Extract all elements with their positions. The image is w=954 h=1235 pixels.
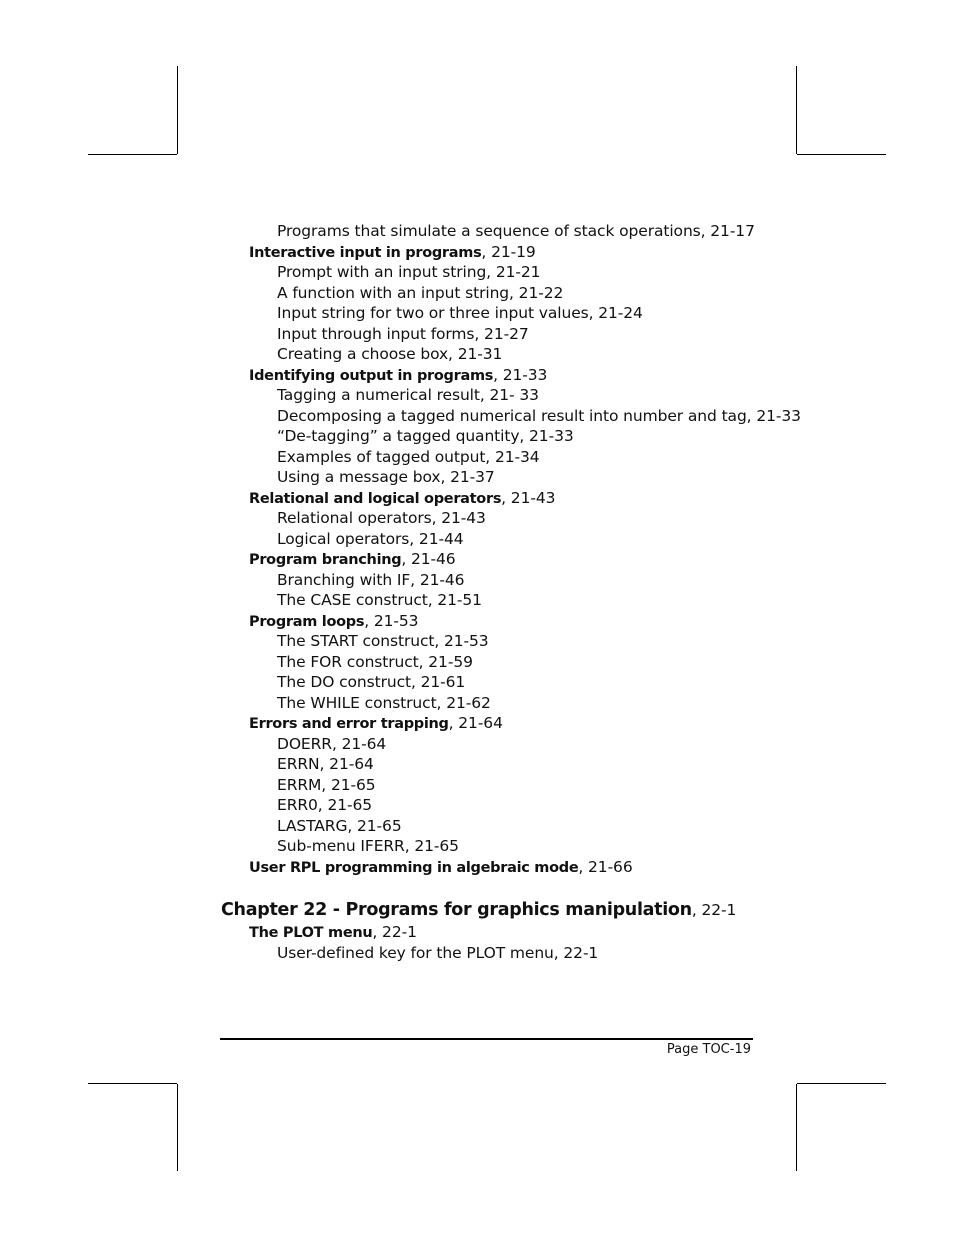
section-title: Identifying output in programs bbox=[249, 367, 494, 384]
section-title: Relational and logical operators bbox=[249, 490, 502, 507]
toc-subsection-entry: ERRM, 21-65 bbox=[277, 775, 376, 794]
crop-mark-bottom-right-horizontal bbox=[797, 1083, 886, 1084]
toc-subsection-entry: LASTARG, 21-65 bbox=[277, 816, 402, 835]
toc-subsection-entry: Examples of tagged output, 21-34 bbox=[277, 447, 540, 466]
section-title: User RPL programming in algebraic mode bbox=[249, 859, 579, 876]
toc-subsection-entry: Tagging a numerical result, 21- 33 bbox=[277, 386, 539, 404]
toc-section-entry bbox=[249, 857, 633, 878]
crop-mark-top-left-horizontal bbox=[88, 154, 177, 155]
footer-rule bbox=[220, 1038, 753, 1040]
section-page: , 21-46 bbox=[401, 550, 456, 568]
crop-mark-bottom-left-horizontal bbox=[88, 1083, 177, 1084]
crop-mark-bottom-left-vertical bbox=[177, 1084, 178, 1171]
toc-subsection-entry: Input string for two or three input values, 21-24 bbox=[277, 304, 643, 322]
toc-subsection-entry: ERR0, 21-65 bbox=[277, 796, 372, 814]
toc-subsection-entry: “De-tagging” a tagged quantity, 21-33 bbox=[277, 427, 574, 445]
section-page: , 22-1 bbox=[372, 923, 417, 941]
section-page: , 21-64 bbox=[448, 714, 503, 732]
toc-section-entry bbox=[249, 242, 536, 263]
toc-subsection-entry: Input through input forms, 21-27 bbox=[277, 324, 529, 343]
crop-mark-top-left-vertical bbox=[177, 66, 178, 154]
crop-mark-top-right-vertical bbox=[796, 66, 797, 154]
toc-subsection-entry: Relational operators, 21-43 bbox=[277, 509, 486, 527]
section-title: Program loops bbox=[249, 613, 365, 630]
toc-subsection-entry: User-defined key for the PLOT menu, 22-1 bbox=[277, 943, 599, 962]
page-number: Page TOC-19 bbox=[666, 1042, 751, 1057]
toc-subsection-entry: The CASE construct, 21-51 bbox=[277, 591, 482, 609]
toc-section-entry bbox=[249, 365, 547, 386]
section-title: Program branching bbox=[249, 552, 402, 568]
toc-subsection-entry: Logical operators, 21-44 bbox=[277, 529, 464, 548]
section-title: The PLOT menu bbox=[249, 925, 373, 941]
toc-subsection-entry: The DO construct, 21-61 bbox=[277, 673, 466, 691]
section-title: Errors and error trapping bbox=[249, 716, 449, 732]
section-page: , 21-43 bbox=[501, 488, 556, 507]
section-page: , 21-66 bbox=[578, 857, 633, 876]
toc-subsection-entry: ERRN, 21-64 bbox=[277, 755, 374, 773]
section-page: , 21-19 bbox=[481, 242, 536, 261]
toc-subsection-entry: The WHILE construct, 21-62 bbox=[277, 693, 491, 712]
toc-subsection-entry: Using a message box, 21-37 bbox=[277, 468, 495, 486]
toc-subsection-entry: Prompt with an input string, 21-21 bbox=[277, 263, 541, 281]
toc-section-entry bbox=[249, 713, 503, 734]
toc-subsection-entry: Decomposing a tagged numerical result into number and tag, 21-33 bbox=[277, 406, 801, 425]
toc-subsection-entry: Branching with IF, 21-46 bbox=[277, 570, 465, 589]
toc-section-entry bbox=[249, 549, 456, 570]
toc-subsection-entry: Sub-menu IFERR, 21-65 bbox=[277, 837, 459, 855]
chapter-heading bbox=[221, 899, 736, 921]
section-page: , 21-53 bbox=[364, 611, 419, 630]
toc-subsection-entry: The START construct, 21-53 bbox=[277, 632, 489, 650]
crop-mark-bottom-right-vertical bbox=[796, 1084, 797, 1171]
section-title: Interactive input in programs bbox=[249, 244, 482, 261]
toc-section-entry bbox=[249, 922, 417, 943]
crop-mark-top-right-horizontal bbox=[797, 154, 886, 155]
toc-subsection-entry: DOERR, 21-64 bbox=[277, 734, 387, 753]
toc-subsection-entry: The FOR construct, 21-59 bbox=[277, 652, 473, 671]
section-page: , 21-33 bbox=[493, 365, 548, 384]
toc-subsection-entry: A function with an input string, 21-22 bbox=[277, 283, 564, 302]
toc-section-entry bbox=[249, 488, 555, 509]
toc-subsection-entry: Programs that simulate a sequence of stack operations, 21-17 bbox=[277, 222, 755, 240]
toc-subsection-entry: Creating a choose box, 21-31 bbox=[277, 345, 503, 363]
toc-section-entry bbox=[249, 611, 418, 632]
chapter-page: , 22-1 bbox=[691, 901, 737, 919]
chapter-title: Chapter 22 - Programs for graphics manipulation bbox=[221, 900, 692, 920]
